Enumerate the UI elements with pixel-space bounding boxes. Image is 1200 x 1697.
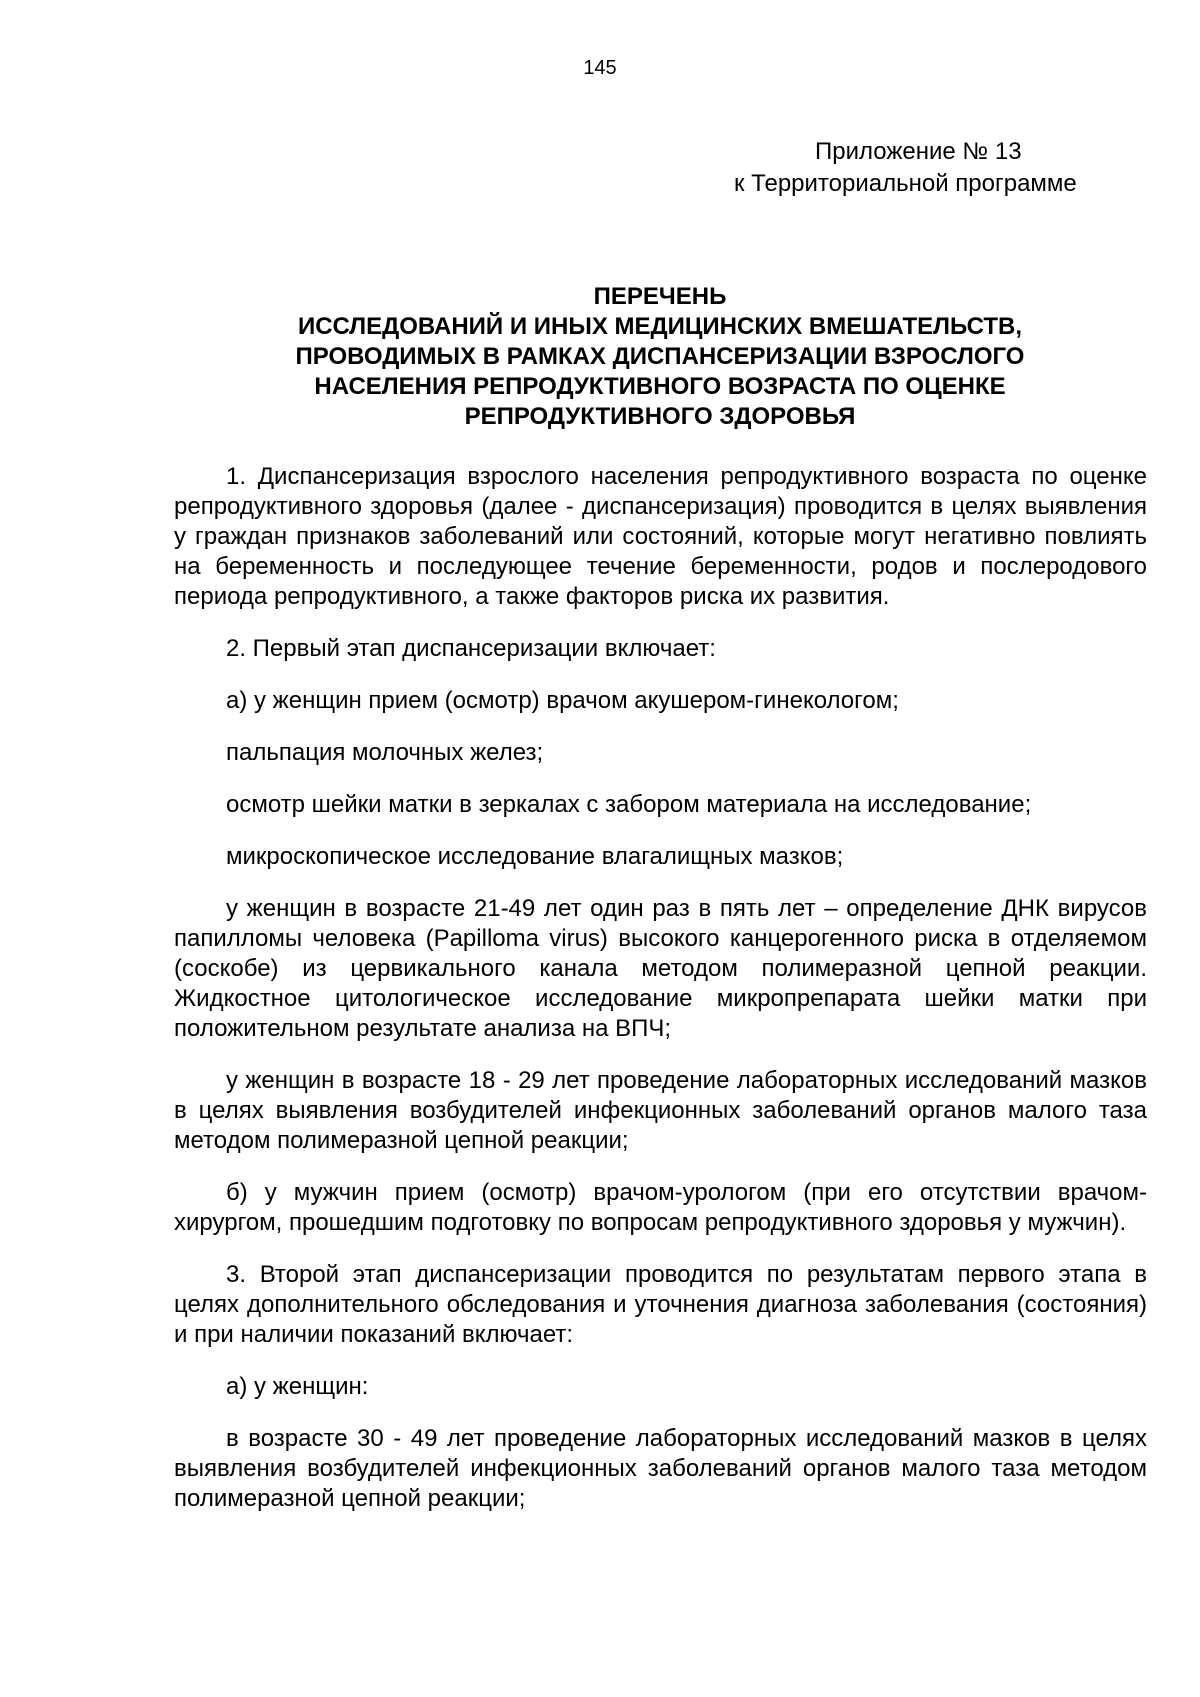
page-number: 145 (583, 57, 617, 79)
paragraph-3-second-stage: 3. Второй этап диспансеризации проводится по результатам первого этапа в целях дополнительного обследования и уточнения диагноза заболевания (состояния) и при наличии показаний включает: (174, 1261, 1147, 1348)
document-body (174, 462, 1147, 1536)
appendix-number: Приложение № 13 (815, 138, 1022, 165)
list-item-women: а) у женщин: (226, 1373, 369, 1400)
list-item-microscopy: микроскопическое исследование влагалищных мазков; (226, 843, 844, 870)
title-line: РЕПРОДУКТИВНОГО ЗДОРОВЬЯ (464, 403, 856, 430)
list-item-pcr-18-29: у женщин в возрасте 18 - 29 лет проведение лабораторных исследований мазков в целях выявления возбудителей инфекционных заболеваний органов малого таза методом полимеразной цепной реакции; (174, 1067, 1147, 1154)
list-item-hpv-test: у женщин в возрасте 21-49 лет один раз в пять лет – определение ДНК вирусов папилломы человека (Papilloma virus) высокого канцерогенного риска в отделяемом (соскобе) из цервикального канала методом полимеразной цепной реакции. Жидкостное цитологическое исследование микропрепарата шейки матки при положительном результате анализа на ВПЧ; (174, 895, 1147, 1042)
list-item-women-exam: а) у женщин прием (осмотр) врачом акушером-гинекологом; (226, 687, 899, 714)
title-line: НАСЕЛЕНИЯ РЕПРОДУКТИВНОГО ВОЗРАСТА ПО ОЦЕНКЕ (314, 373, 1006, 400)
list-item-cervix-exam: осмотр шейки матки в зеркалах с забором материала на исследование; (226, 791, 1032, 818)
paragraph-2-first-stage: 2. Первый этап диспансеризации включает: (226, 635, 716, 662)
title-line: ПЕРЕЧЕНЬ (593, 283, 727, 310)
paragraph-1-purpose: 1. Диспансеризация взрослого населения репродуктивного возраста по оценке репродуктивного здоровья (далее - диспансеризация) проводится в целях выявления у граждан признаков заболеваний или состояний, которые могут негативно повлиять на беременность и последующее течение беременности, родов и послеродового периода репродуктивного, а также факторов риска их развития. (174, 463, 1147, 610)
appendix-reference (600, 136, 1120, 200)
list-item-men-exam: б) у мужчин прием (осмотр) врачом-урологом (при его отсутствии врачом-хирургом, прошедшим подготовку по вопросам репродуктивного здоровья у мужчин). (174, 1179, 1147, 1236)
list-item-pcr-30-49: в возрасте 30 - 49 лет проведение лабораторных исследований мазков в целях выявления возбудителей инфекционных заболеваний органов малого таза методом полимеразной цепной реакции; (174, 1425, 1147, 1512)
appendix-program: к Территориальной программе (734, 170, 1077, 197)
list-item-palpation: пальпация молочных желез; (226, 739, 544, 766)
title-line: ИССЛЕДОВАНИЙ И ИНЫХ МЕДИЦИНСКИХ ВМЕШАТЕЛЬСТВ, (297, 313, 1023, 340)
title-line: ПРОВОДИМЫХ В РАМКАХ ДИСПАНСЕРИЗАЦИИ ВЗРОСЛОГО (295, 343, 1025, 370)
document-title (235, 282, 1085, 432)
